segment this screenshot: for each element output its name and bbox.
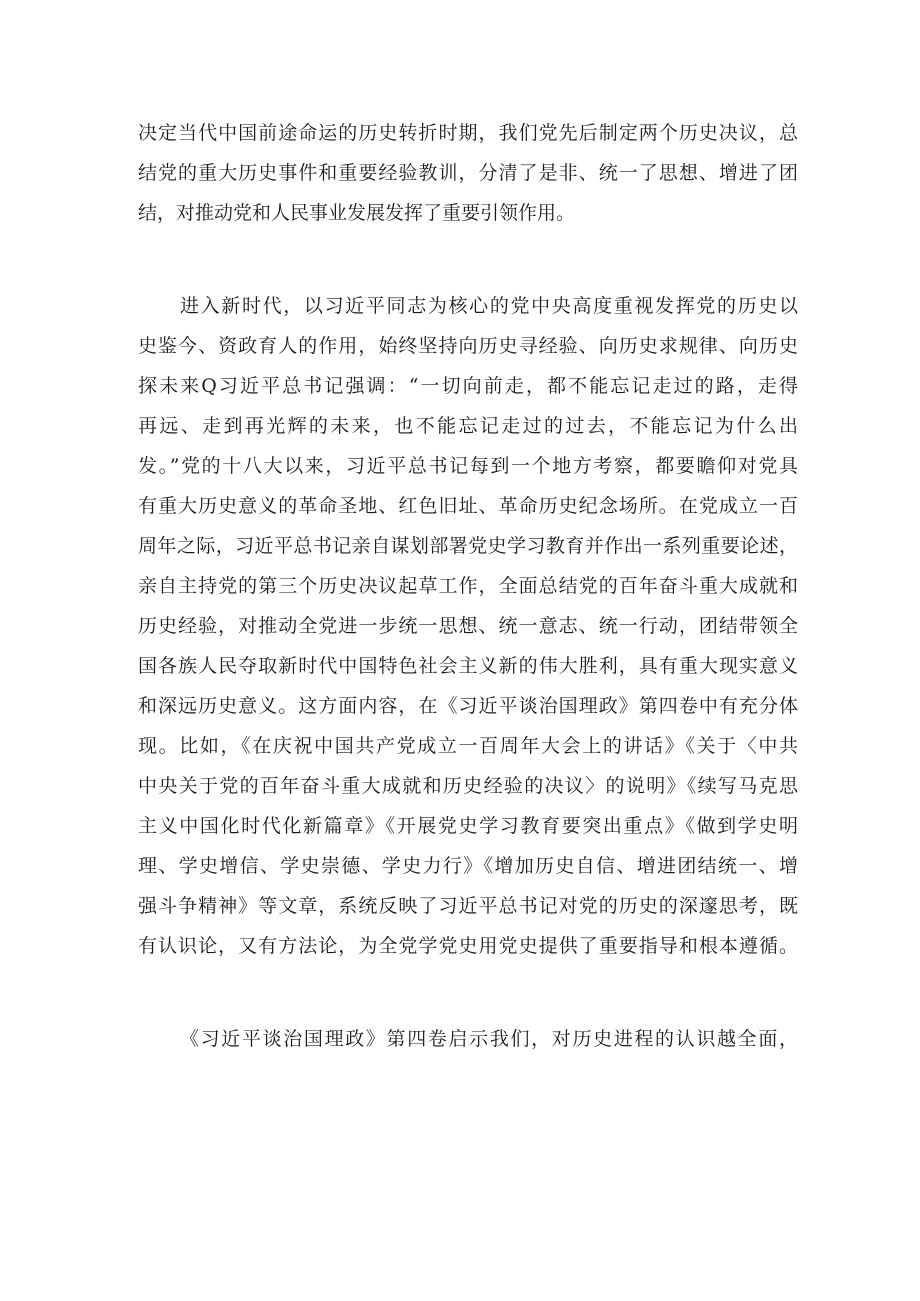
paragraph-1-line-1: 决定当代中国前途命运的历史转折时期，我们党先后制定两个历史决议，总	[138, 122, 798, 144]
paragraph-2-line-7: 周年之际，习近平总书记亲自谋划部署党史学习教育并作出一系列重要论述，	[138, 535, 798, 557]
paragraph-2-line-8: 亲自主持党的第三个历史决议起草工作，全面总结党的百年奋斗重大成就和	[138, 575, 798, 597]
paragraph-2-line-5: 发。”党的十八大以来，习近平总书记每到一个地方考察，都要瞻仰对党具	[138, 455, 798, 477]
paragraph-2-line-3: 探未来Q习近平总书记强调：“一切向前走，都不能忘记走过的路，走得	[138, 375, 798, 397]
paragraph-2-line-12: 现。比如，《在庆祝中国共产党成立一百周年大会上的讲话》《关于〈中共	[138, 735, 798, 757]
paragraph-2-line-2: 史鉴今、资政育人的作用，始终坚持向历史寻经验、向历史求规律、向历史	[138, 335, 798, 357]
paragraph-1-line-2: 结党的重大历史事件和重要经验教训，分清了是非、统一了思想、增进了团	[138, 162, 798, 184]
paragraph-2-line-14: 主义中国化时代化新篇章》《开展党史学习教育要突出重点》《做到学史明	[138, 815, 798, 837]
paragraph-2-line-16: 强斗争精神》等文章，系统反映了习近平总书记对党的历史的深邃思考，既	[138, 895, 798, 917]
paragraph-2-line-4: 再远、走到再光辉的未来，也不能忘记走过的过去，不能忘记为什么出	[138, 415, 798, 437]
paragraph-2-line-13: 中央关于党的百年奋斗重大成就和历史经验的决议〉的说明》《续写马克思	[138, 775, 798, 797]
paragraph-2-line-9: 历史经验，对推动全党进一步统一思想、统一意志、统一行动，团结带领全	[138, 615, 798, 637]
paragraph-2-line-17: 有认识论，又有方法论，为全党学党史用党史提供了重要指导和根本遵循。	[138, 935, 798, 957]
paragraph-3-line-1: 《习近平谈治国理政》第四卷启示我们，对历史进程的认识越全面，	[180, 1028, 798, 1050]
paragraph-1-line-3: 结，对推动党和人民事业发展发挥了重要引领作用。	[138, 202, 576, 224]
paragraph-2-line-1: 进入新时代，以习近平同志为核心的党中央高度重视发挥党的历史以	[180, 295, 798, 317]
paragraph-2-line-11: 和深远历史意义。这方面内容，在《习近平谈治国理政》第四卷中有充分体	[138, 695, 798, 717]
paragraph-2-line-6: 有重大历史意义的革命圣地、红色旧址、革命历史纪念场所。在党成立一百	[138, 495, 798, 517]
paragraph-2-line-10: 国各族人民夺取新时代中国特色社会主义新的伟大胜利，具有重大现实意义	[138, 655, 798, 677]
paragraph-2-line-15: 理、学史增信、学史崇德、学史力行》《增加历史自信、增进团结统一、增	[138, 855, 798, 877]
